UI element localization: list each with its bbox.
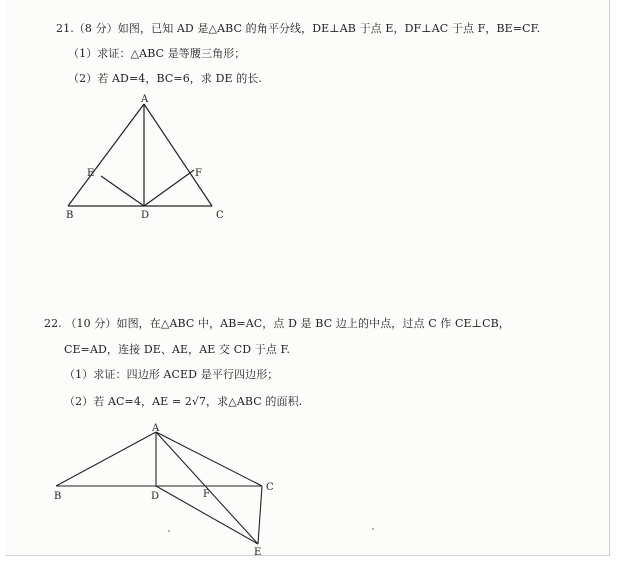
q21-label-D: D (141, 210, 150, 221)
q21-segment-AB (68, 104, 144, 206)
q21-label-E: E (87, 168, 95, 179)
scan-speck (372, 528, 374, 530)
q22-label-D: D (151, 491, 160, 502)
q22-label-C: C (266, 482, 274, 493)
q22-segment-CE (258, 486, 262, 544)
q21-triangle-diagram (46, 90, 246, 230)
q22-stem-line2: CE=AD，连接 DE、AE，AE 交 CD 于点 F. (64, 343, 291, 356)
q22-part2: （2）若 AC=4，AE = 2√7，求△ABC 的面积. (64, 395, 303, 408)
q21-stem: 21.（8 分）如图，已知 AD 是△ABC 的角平分线，DE⊥AB 于点 E，DF⊥AC 于点 F，BE=CF. (56, 22, 541, 35)
q21-part1: （1）求证：△ABC 是等腰三角形； (68, 47, 246, 60)
q21-segment-AC (144, 104, 212, 206)
q21-segment-DF (144, 170, 194, 206)
q22-segment-AC (156, 432, 262, 486)
q21-figure (46, 90, 246, 234)
q21-label-A: A (141, 94, 149, 105)
q21-label-B: B (66, 210, 74, 221)
q22-label-F: F (203, 489, 210, 500)
q22-label-A: A (152, 423, 160, 434)
q22-stem-line1: 22. （10 分）如图，在△ABC 中，AB=AC，点 D 是 BC 边上的中点，过点 C 作 CE⊥CB， (44, 317, 510, 330)
scan-speck (168, 530, 170, 532)
q22-part1: （1）求证：四边形 ACED 是平行四边形； (64, 368, 279, 381)
q21-segment-DE (101, 176, 144, 206)
q22-diagram (46, 420, 286, 560)
exam-page (6, 0, 610, 556)
q21-part2: （2）若 AD=4，BC=6，求 DE 的长. (68, 72, 263, 85)
q22-label-B: B (54, 491, 62, 502)
q22-figure (46, 420, 286, 564)
q22-segment-AB (56, 432, 156, 486)
q21-label-F: F (195, 168, 202, 179)
q22-segment-AE (156, 432, 258, 544)
q22-label-E: E (254, 547, 262, 558)
q21-label-C: C (216, 210, 224, 221)
